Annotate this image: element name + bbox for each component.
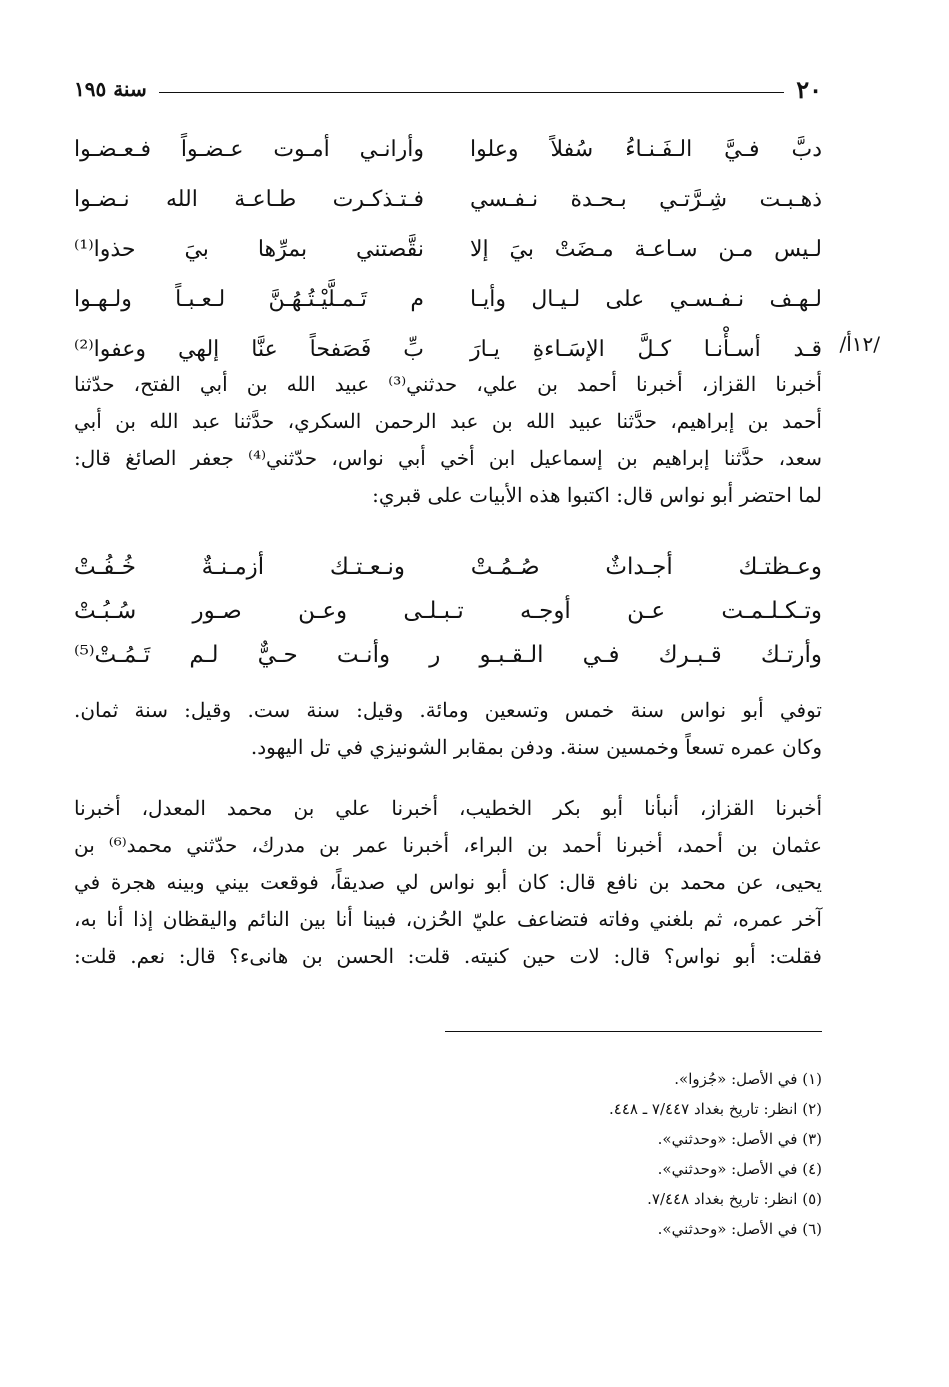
poem-one	[74, 128, 880, 378]
footnote: (٢) انظر: تاريخ بغداد ٧/٤٤٧ ـ ٤٤٨.	[609, 1100, 822, 1118]
footnote: (١) في الأصل: «جُزوا».	[674, 1070, 822, 1088]
footnote: (٤) في الأصل: «وحدثني».	[657, 1160, 822, 1178]
text-line: سعد، حدَّثنا إبراهيم بن إسماعيل ابن أخي أبي نواس، حدّثني⁽⁴⁾ جعفر الصائغ قال:	[74, 446, 822, 470]
second-hemistich: نقَّصتني بمرِّها بيَ حذوا⁽¹⁾	[74, 237, 424, 262]
second-hemistich: م تَـمـلَّيْـتُـهُـنَّ لـعـبـاً ولـهـوا	[74, 287, 424, 312]
paragraph-death-note	[74, 692, 822, 766]
poem-line	[74, 278, 822, 328]
paragraph-isnad-two	[74, 790, 822, 975]
second-hemistich: وأرانـي أمـوت عـضـواً فـعـضـوا	[74, 137, 424, 162]
text-line: وكان عمره تسعاً وخمسين سنة. ودفن بمقابر الشونيزي في تل اليهود.	[250, 735, 822, 759]
poem-two	[74, 545, 822, 677]
first-hemistich: ذهـبـت شِـرَّتـي بـحـدة نـفـسي	[470, 187, 822, 212]
paragraph-isnad-one	[74, 366, 822, 514]
footnote: (٣) في الأصل: «وحدثني».	[657, 1130, 822, 1148]
footnotes	[402, 1064, 822, 1244]
header-rule	[159, 92, 785, 93]
text-line: آخر عمره، ثم بلغني وفاته فتضاعف عليّ الحُزن، فبينا أنا بين النائم واليقظان إذا أنا به،	[74, 907, 822, 931]
text-line: لما احتضر أبو نواس قال: اكتبوا هذه الأبيات على قبري:	[372, 483, 822, 507]
first-hemistich: لـيس مـن سـاعـة مـضَتْ بيَ إلا	[470, 237, 822, 262]
footnote: (٦) في الأصل: «وحدثني».	[657, 1220, 822, 1238]
text-line: أخبرنا القزاز، أنبأنا أبو بكر الخطيب، أخبرنا علي بن محمد المعدل، أخبرنا	[74, 796, 822, 820]
poem-line	[74, 228, 822, 278]
poem-line	[74, 178, 822, 228]
first-hemistich: لـهـف نـفـسـي على لـيـال وأيـا	[470, 287, 822, 312]
text-line: فقلت: أبو نواس؟ قال: لات حين كنيته. قلت: الحسن بن هانىء؟ قال: نعم. قلت:	[74, 944, 822, 968]
page-number: ٢٠	[796, 74, 822, 104]
poem-line: وأرتـك قـبـرك فـي الـقـبـو ر وأنـت حـيٌّ لـم تَـمُـتْ⁽⁵⁾	[74, 642, 822, 668]
year-label: سنة ١٩٥	[74, 77, 147, 101]
text-line: أخبرنا القزاز، أخبرنا أحمد بن علي، حدثني⁽³⁾ عبيد الله بن أبي الفتح، حدّثنا	[74, 372, 822, 396]
second-hemistich: بِّ فَصَفحاً عنَّا إلهي وعفوا⁽²⁾	[74, 337, 424, 362]
footnote: (٥) انظر: تاريخ بغداد ٧/٤٤٨.	[647, 1190, 822, 1208]
poem-line: وتـكـلـمـت عـن أوجـه تـبـلـى وعـن صـور سُـبُـتْ	[74, 598, 822, 624]
poem-line	[74, 128, 822, 178]
second-hemistich: فـتـذكـرت طـاعـة الله نـضـوا	[74, 187, 424, 212]
first-hemistich: قـد أسـأْنـا كـلَّ الإسَـاءةِ يـارَ	[470, 337, 822, 362]
poem-line: وعـظتـك أجـداثٌ صُـمُـتْ ونـعـتـك أزمـنـةٌ خُـفُـتْ	[74, 554, 822, 580]
text-line: أحمد بن إبراهيم، حدَّثنا عبيد الله بن عبد الرحمن السكري، حدَّثنا عبد الله بن أبي	[74, 409, 822, 433]
page-header	[74, 72, 822, 106]
text-line: يحيى، عن محمد بن نافع قال: كان أبو نواس لي صديقاً، فوقعت بيني وبينه هجرة في	[74, 870, 822, 894]
manuscript-folio-marker: /١٢أ/	[839, 332, 880, 356]
text-line: عثمان بن أحمد، أخبرنا أحمد بن البراء، أخبرنا عمر بن مدرك، حدّثني محمد⁽⁶⁾ بن	[74, 833, 822, 857]
first-hemistich: دبَّ فـيَّ الـفَـنـاءُ سُفلاً وعلوا	[470, 137, 822, 162]
footnote-separator	[445, 1031, 822, 1032]
text-line: توفي أبو نواس سنة خمس وتسعين ومائة. وقيل: سنة ست. وقيل: سنة ثمان.	[74, 698, 822, 722]
